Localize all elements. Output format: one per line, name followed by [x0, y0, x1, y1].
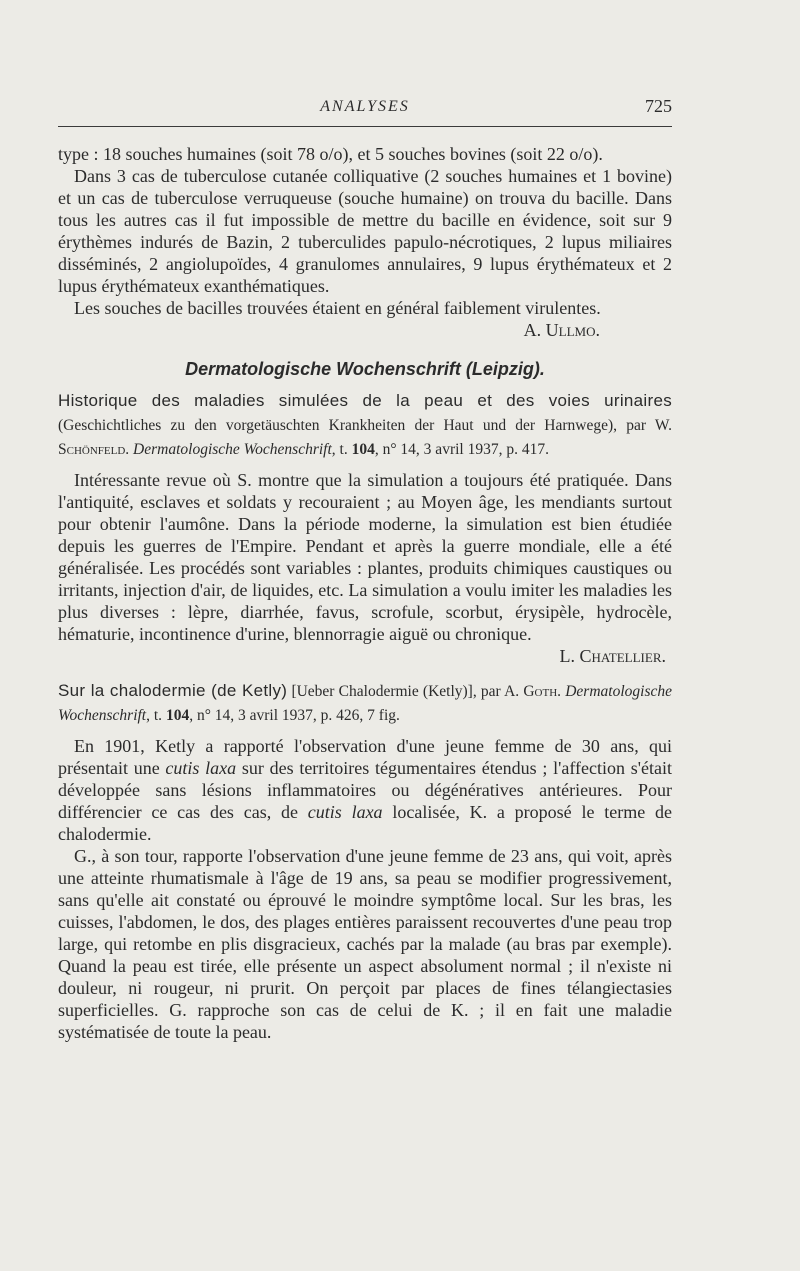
- article2-title: Historique des maladies simulées de la peau et des voies urinaires: [58, 391, 672, 410]
- article2-author: Schönfeld: [58, 441, 126, 458]
- article2-heading: [58, 389, 672, 461]
- article2-citation-t: , t.: [331, 441, 352, 458]
- article2-citation-sep: .: [125, 441, 134, 458]
- article2-citation-open: (Geschichtliches zu den vorgetäuschten Krankheiten der Haut und der Harnwege), par W.: [58, 417, 672, 434]
- article3-author: Goth: [523, 683, 558, 700]
- article2-signature: [58, 645, 672, 667]
- article3-citation-t: , t.: [146, 707, 166, 724]
- signature-text: L. Chatellier.: [559, 646, 666, 666]
- signature-text: A. Ullmo.: [523, 320, 600, 340]
- article3-citation-open: [Ueber Chalodermie (Ketly)], par A.: [287, 683, 524, 700]
- journal-heading: Dermatologische Wochenschrift (Leipzig).: [185, 359, 545, 379]
- article1-paragraph-3: Les souches de bacilles trouvées étaient en général faiblement virulentes.: [74, 298, 601, 318]
- running-title: ANALYSES: [320, 98, 410, 115]
- article2-citation-end: , n° 14, 3 avril 1937, p. 417.: [374, 441, 549, 458]
- article3-heading: [58, 679, 672, 727]
- article3-p1-part-a: En 1901, Ketly a rapporté l'observation d'une jeune femme de 30 ans, qui présentait une: [58, 736, 672, 778]
- article3-paragraph-1: [58, 735, 672, 845]
- article3-p1-part-b: sur des territoires tégumentaires étendus ; l'affection s'était développée sans lésions inflammatoires ou dégénératives antérieures. Pour différencier ce cas des cas, de: [58, 758, 672, 822]
- article3-citation-sep: .: [557, 683, 566, 700]
- article3-term-cutis-laxa: cutis laxa: [165, 758, 237, 778]
- article3-p1-part-c: localisée, K. a proposé le terme de chalodermie.: [58, 802, 672, 844]
- article1-paragraph-1: type : 18 souches humaines (soit 78 o/o), et 5 souches bovines (soit 22 o/o).: [58, 144, 603, 164]
- article3-title: Sur la chalodermie (de Ketly): [58, 681, 288, 700]
- article3-term-cutis-laxa-2: cutis laxa: [307, 802, 383, 822]
- article2-journal: Dermatologische Wochenschrift: [133, 441, 332, 458]
- page-number: 725: [645, 96, 672, 116]
- article3-journal: Dermatologische Wochenschrift: [58, 683, 672, 724]
- article1-signature: [58, 319, 672, 341]
- article2-body: Intéressante revue où S. montre que la simulation a toujours été pratiquée. Dans l'antiquité, esclaves et soldats y recouraient ; au Moyen âge, les mendiants surtout pour obtenir l'aumône. Dans la période moderne, la simulation est bien étudiée depuis les guerres de l'Empire. Pendant et après la guerre mondiale, elle a été généralisée. Les procédés sont variables : plantes, produits chimiques caustiques ou irritants, injection d'air, de liquides, etc. La simulation a voulu imiter les maladies les plus diverses : lèpre, diarrhée, favus, scrofule, scorbut, érysipèle, hydrocèle, hématurie, incontinence d'urine, blennorragie aiguë ou chronique.: [58, 470, 672, 644]
- article3-volume: 104: [165, 707, 190, 724]
- article3-paragraph-2: G., à son tour, rapporte l'observation d'une jeune femme de 23 ans, qui voit, après une atteinte rhumatismale à l'âge de 19 ans, sa peau se modifier progressivement, sans qu'elle ait constaté ou éprouvé le moindre symptôme local. Sur les bras, les cuisses, l'abdomen, le dos, des plages entières paraissent recouvertes d'une peau trop large, qui retombe en plis disgracieux, cachés par la malade (au bras par exemple). Quand la peau est tirée, elle présente un aspect absolument normal ; il n'existe ni douleur, ni rougeur, ni prurit. On perçoit par places de fines télangiectasies superficielles. G. rapproche son cas de celui de K. ; il en fait une maladie systématisée de toute la peau.: [58, 846, 672, 1042]
- page-header: [58, 96, 672, 127]
- page-body: [58, 143, 672, 1043]
- article2-volume: 104: [351, 441, 375, 458]
- article3-citation-end: , n° 14, 3 avril 1937, p. 426, 7 fig.: [189, 707, 400, 724]
- article1-paragraph-2: Dans 3 cas de tuberculose cutanée colliquative (2 souches humaines et 1 bovine) et un cas de tuberculose verruqueuse (souche humaine) on trouva du bacille. Dans tous les autres cas il fut impossible de mettre du bacille en évidence, soit sur 9 érythèmes indurés de Bazin, 2 tuberculides papulo-nécrotiques, 2 lupus miliaires disséminés, 2 angiolupoïdes, 4 granulomes annulaires, 9 lupus érythémateux et 2 lupus érythémateux exanthématiques.: [58, 166, 672, 296]
